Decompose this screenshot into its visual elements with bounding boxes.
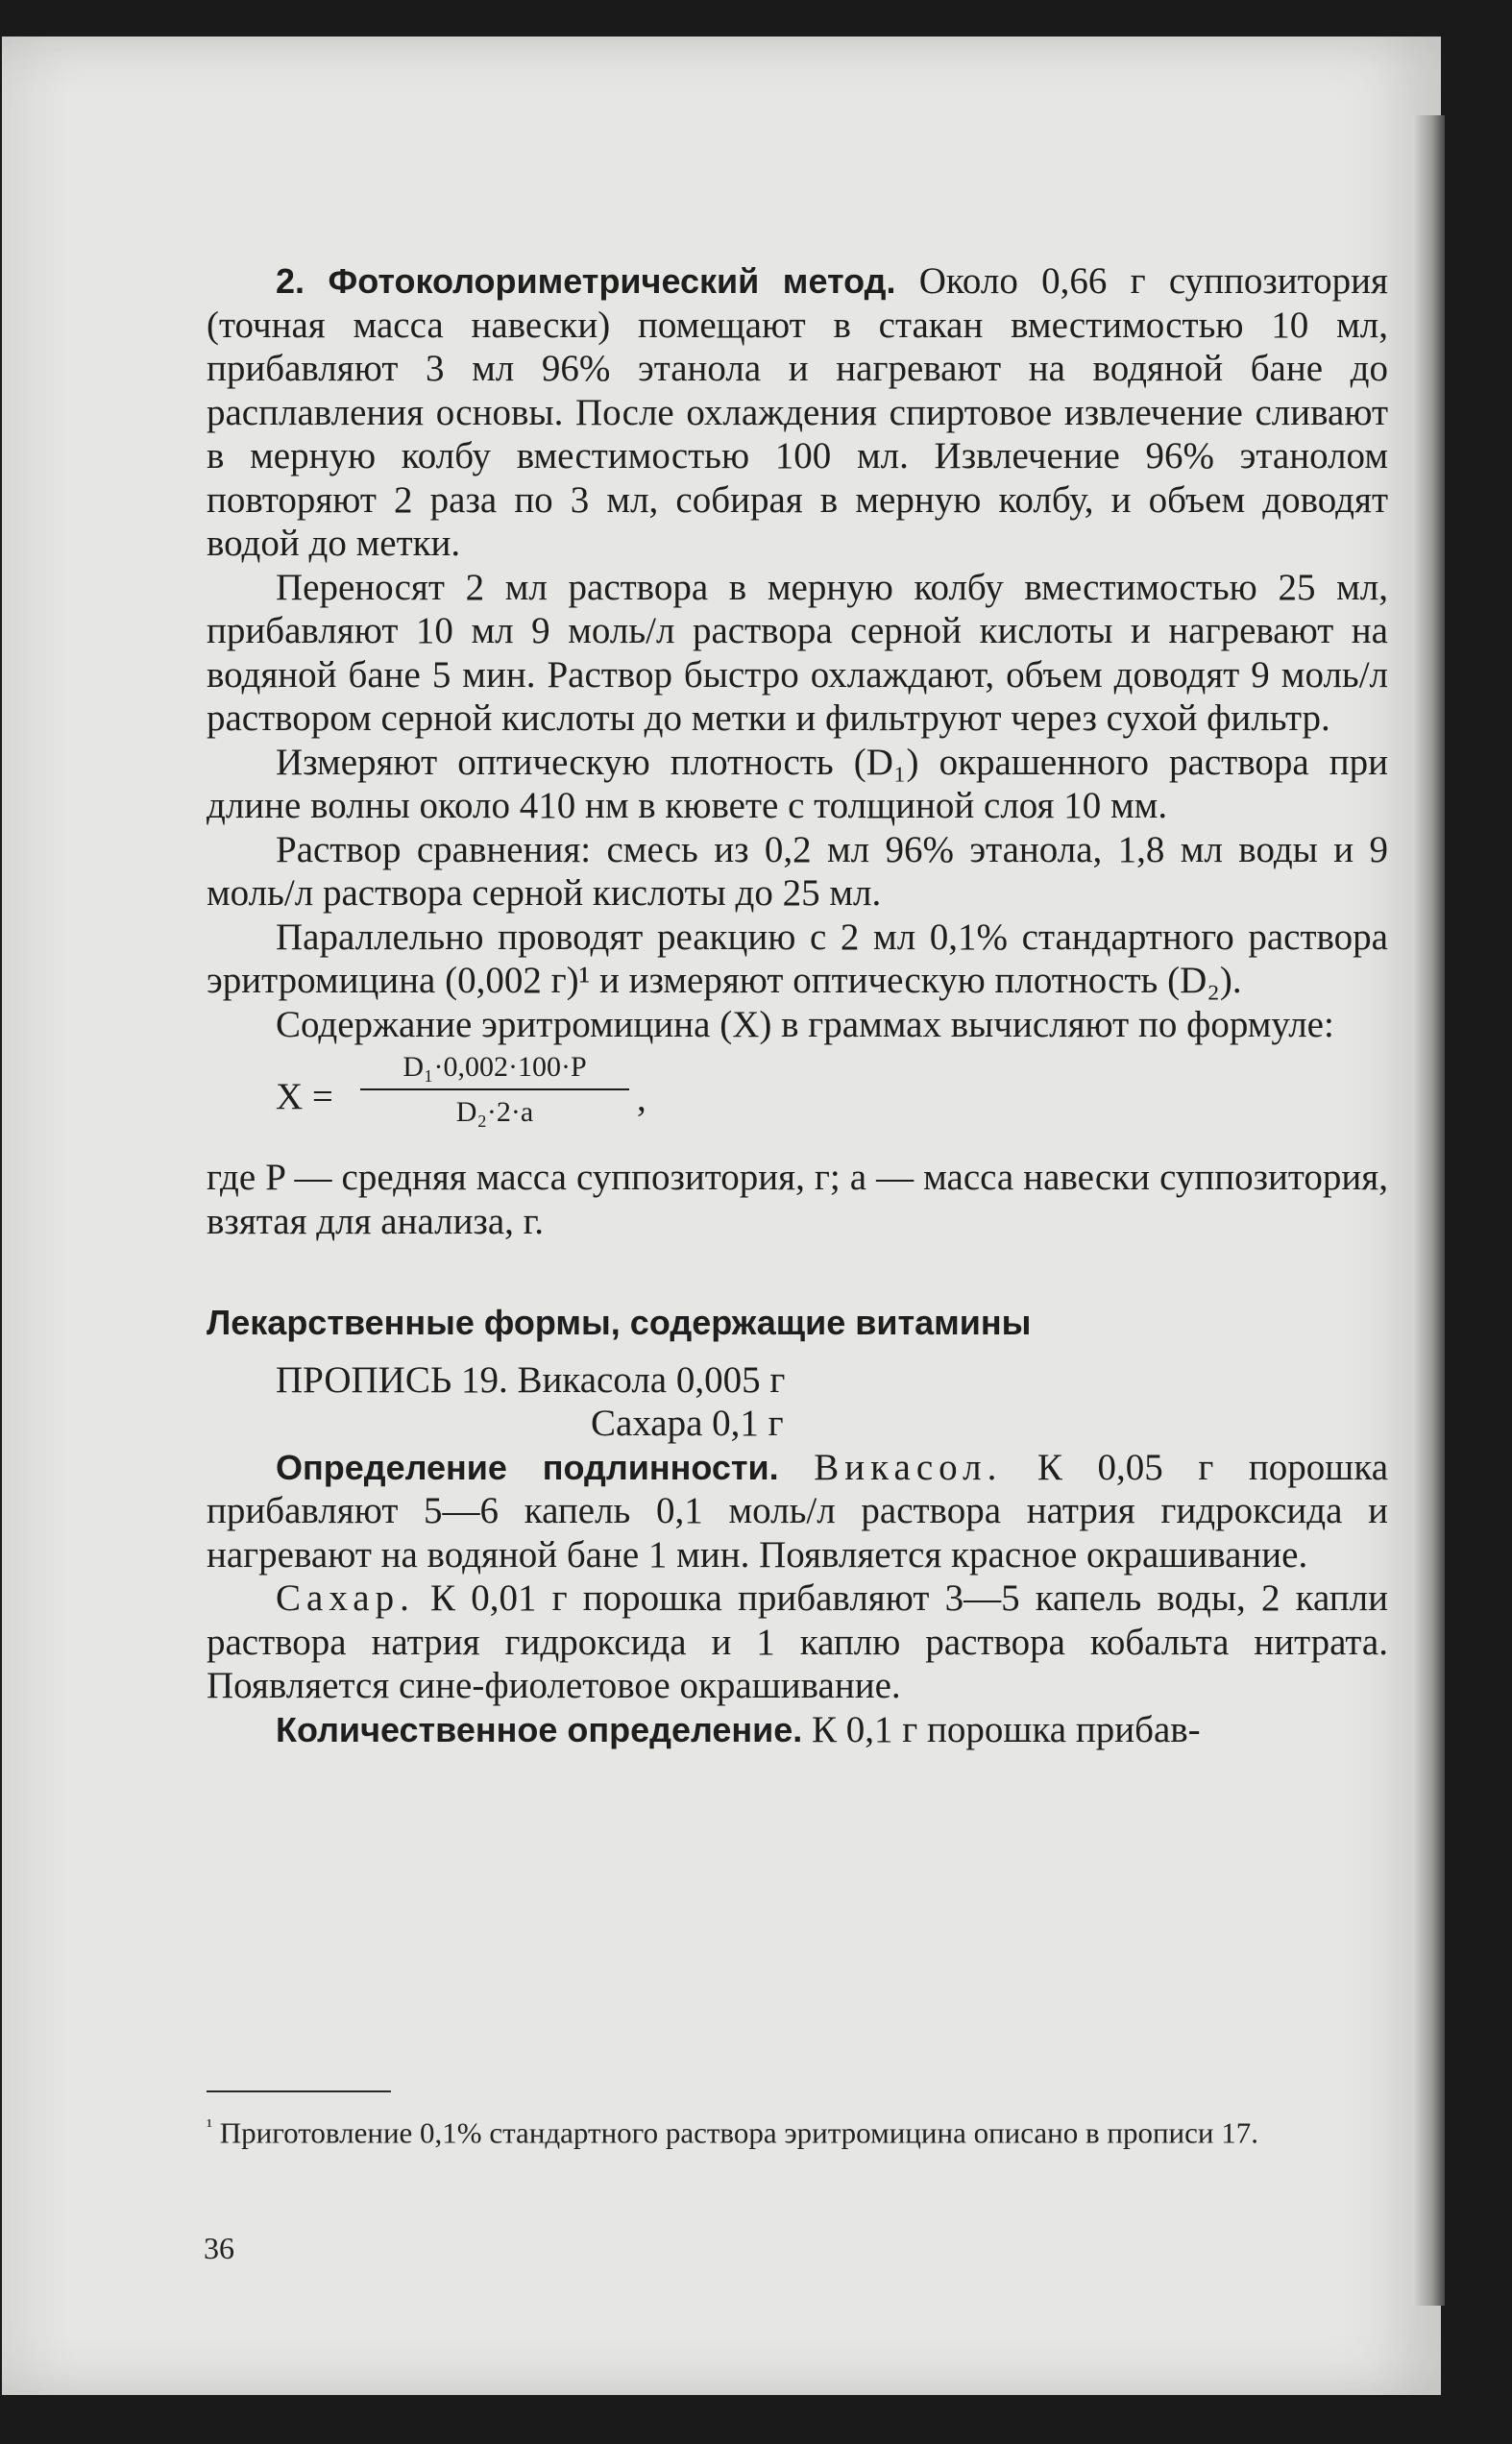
page-spine-shadow	[1412, 115, 1445, 2306]
page-number: 36	[204, 2231, 234, 2265]
paragraph-where: где P — средняя масса суппозитория, г; a — масса навески суппозитория, взятая для анализа, г.	[207, 1157, 1388, 1242]
paragraph-measure: Измеряют оптическую плотность (D₁) окрашенного раствора при длине волны около 410 нм в кювете с толщиной слоя 10 мм.	[207, 741, 1388, 826]
footnote	[207, 2108, 1388, 2151]
footnote-text: Приготовление 0,1% стандартного раствора эритромицина описано в прописи 17.	[212, 2115, 1258, 2150]
sugar-substance: Сахар.	[276, 1577, 415, 1619]
paragraph-photocolorimetric	[207, 259, 1388, 566]
paragraph-quantitative	[207, 1708, 1388, 1752]
paragraph-transfer: Переносят 2 мл раствора в мерную колбу вместимостью 25 мл, прибавляют 10 мл 9 моль/л раствора серной кислоты и нагревают на водяной бане 5 мин. Раствор быстро охлаждают, объем доводят 9 моль/л раствором серной кислоты до метки и фильтруют через сухой фильтр.	[207, 566, 1388, 739]
method-title: 2. Фотоколориметрический метод.	[276, 261, 896, 301]
quant-title: Количественное определение.	[276, 1709, 803, 1749]
formula	[207, 1048, 1388, 1156]
page-body	[207, 259, 1388, 1751]
sugar-text: К 0,01 г порошка прибавляют 3—5 капель воды, 2 капли раствора натрия гидроксида и 1 каплю раствора кобальта нитрата. Появляется сине-фиолетовое окрашивание.	[207, 1577, 1388, 1706]
footnote-mark: ¹	[207, 2115, 212, 2137]
quant-text: К 0,1 г порошка прибав-	[802, 1708, 1201, 1750]
footnote-divider	[207, 2090, 391, 2092]
formula-lhs: X =	[276, 1076, 333, 1117]
prescription-line-1: ПРОПИСЬ 19. Викасола 0,005 г	[276, 1358, 786, 1401]
paragraph-parallel: Параллельно проводят реакцию с 2 мл 0,1% стандартного раствора эритромицина (0,002 г)¹ и измеряют оптическую плотность (D₂).	[207, 916, 1388, 1001]
paragraph-text: Около 0,66 г суппозитория (точная масса навески) помещают в стакан вместимостью 10 мл, прибавляют 3 мл 96% этанола и нагревают на водяной бане до расплавления основы. После охлаждения спиртовое извлечение сливают в мерную колбу вместимостью 100 мл. Извлечение 96% этанолом повторяют 2 раза по 3 мл, собирая в мерную колбу, и объем доводят водой до метки.	[207, 260, 1388, 564]
paragraph-reference-solution: Раствор сравнения: смесь из 0,2 мл 96% этанола, 1,8 мл воды и 9 моль/л раствора серной кислоты до 25 мл.	[207, 828, 1388, 914]
paragraph-identity	[207, 1446, 1388, 1577]
prescription-line-2: Сахара 0,1 г	[591, 1403, 784, 1444]
section-heading: Лекарственные формы, содержащие витамины	[207, 1303, 1032, 1342]
formula-fraction	[360, 1048, 629, 1135]
identity-title: Определение подлинности.	[276, 1447, 779, 1487]
paragraph-content: Содержание эритромицина (X) в граммах вычисляют по формуле:	[276, 1003, 1334, 1045]
identity-substance: Викасол.	[814, 1446, 1003, 1488]
formula-comma: ,	[637, 1078, 646, 1119]
formula-numerator: D₁·0,002·100·P	[360, 1048, 629, 1090]
paragraph-sugar	[207, 1576, 1388, 1708]
formula-denominator: D₂·2·a	[455, 1096, 534, 1128]
identity-text: К 0,05 г порошка прибавляют 5—6 капель 0,1 моль/л раствора натрия гидроксида и нагревают на водяной бане 1 мин. Появляется красное окрашивание.	[207, 1446, 1389, 1576]
